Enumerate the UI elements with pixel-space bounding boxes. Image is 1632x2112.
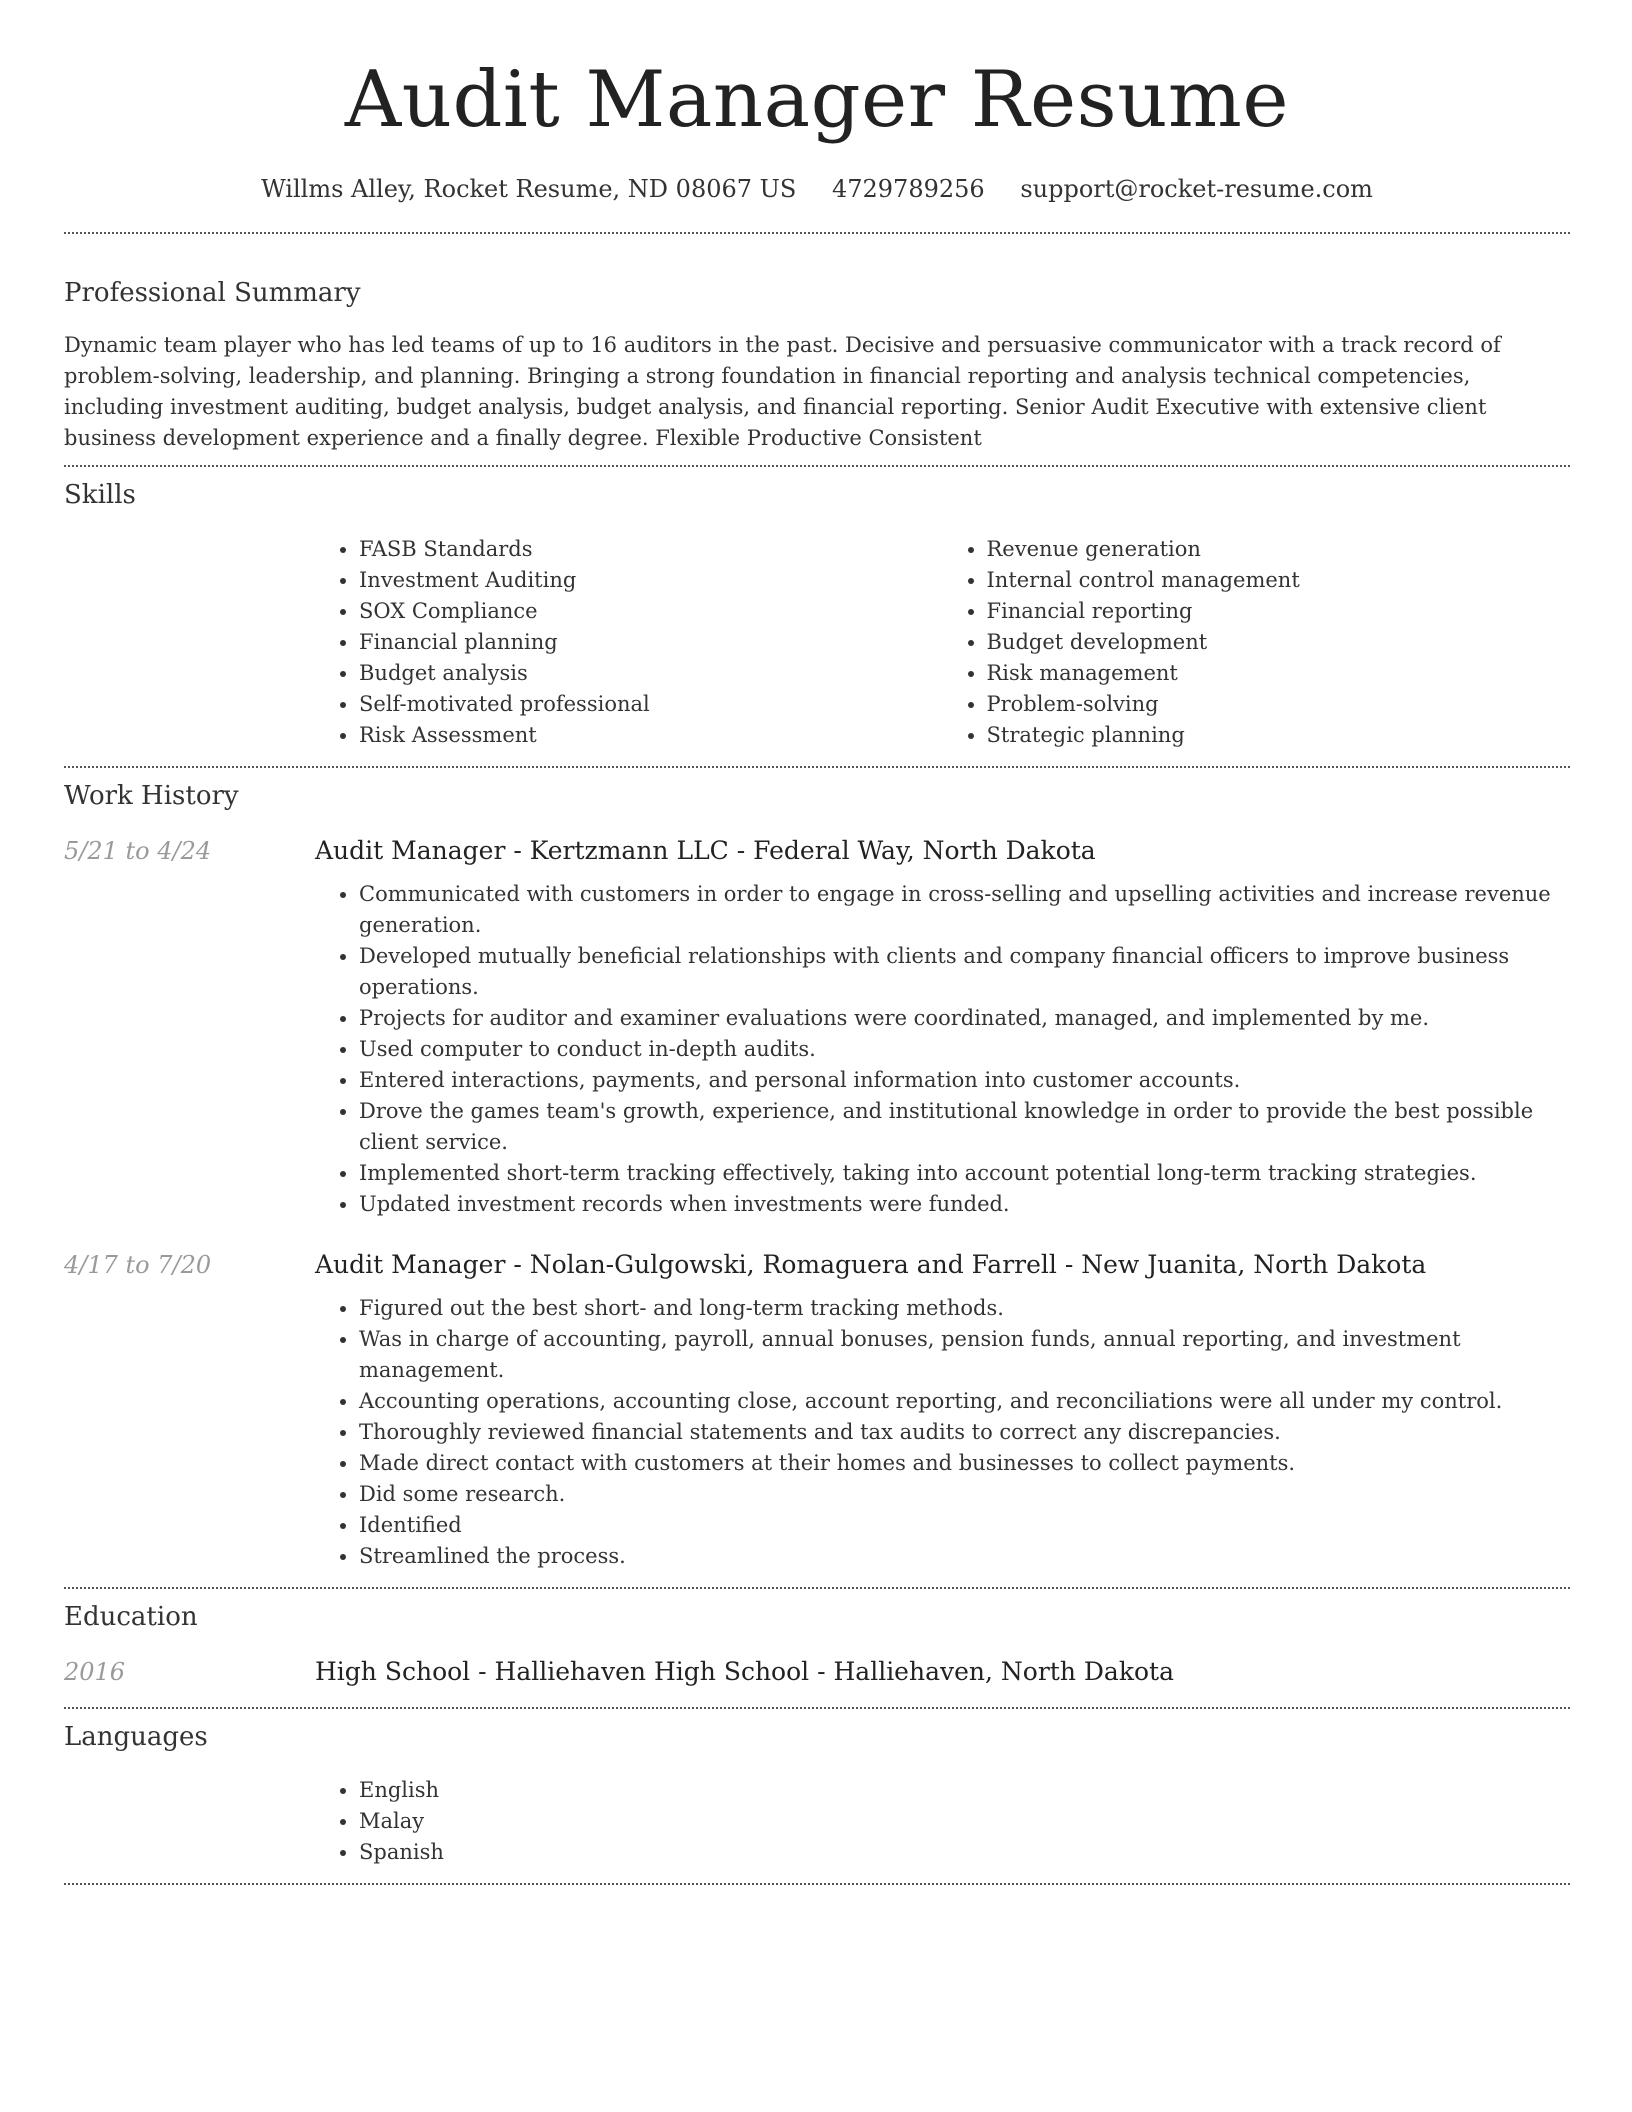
skill-item: • Budget development xyxy=(987,627,1571,658)
skill-item: • Strategic planning xyxy=(987,720,1571,751)
education-entry xyxy=(64,1655,1570,1689)
resume-page xyxy=(64,0,1570,1885)
skills-column-right xyxy=(943,534,1571,751)
job-bullet: • Thoroughly reviewed financial statements and tax audits to correct any discrepancies. xyxy=(359,1417,1570,1448)
skills-column-left xyxy=(315,534,943,751)
skill-item: • Risk Assessment xyxy=(359,720,943,751)
job-bullet: • Projects for auditor and examiner evaluations were coordinated, managed, and implemented by me. xyxy=(359,1003,1570,1034)
job-title: Audit Manager - Nolan-Gulgowski, Romaguera and Farrell - New Juanita, North Dakota xyxy=(315,1250,1427,1279)
job-header xyxy=(64,834,1570,868)
skill-item: • FASB Standards xyxy=(359,534,943,565)
job-bullet: • Identified xyxy=(359,1510,1570,1541)
job-header xyxy=(64,1248,1570,1282)
job-bullet: • Did some research. xyxy=(359,1479,1570,1510)
job-bullet: • Implemented short-term tracking effectively, taking into account potential long-term tracking strategies. xyxy=(359,1158,1570,1189)
contact-address: Willms Alley, Rocket Resume, ND 08067 US xyxy=(261,175,797,203)
job-title: Audit Manager - Kertzmann LLC - Federal Way, North Dakota xyxy=(315,836,1096,865)
job-bullets xyxy=(315,879,1570,1220)
language-item: • Malay xyxy=(359,1806,1570,1837)
job-bullet: • Figured out the best short- and long-term tracking methods. xyxy=(359,1293,1570,1324)
contact-line xyxy=(64,172,1570,206)
languages-list xyxy=(315,1775,1570,1868)
section-title-education: Education xyxy=(64,1602,198,1632)
job-bullet: • Drove the games team's growth, experience, and institutional knowledge in order to provide the best possible client service. xyxy=(359,1096,1570,1158)
education-year: 2016 xyxy=(64,1658,126,1686)
job-dates: 5/21 to 4/24 xyxy=(64,837,212,865)
skill-item: • SOX Compliance xyxy=(359,596,943,627)
job-bullet: • Accounting operations, accounting close, account reporting, and reconciliations were all under my control. xyxy=(359,1386,1570,1417)
job-bullet: • Updated investment records when investments were funded. xyxy=(359,1189,1570,1220)
summary-text: Dynamic team player who has led teams of up to 16 auditors in the past. Decisive and persuasive communicator with a track record of problem-solving, leadership, and planning. Bringing a strong foundation in financial reporting and analysis technical competencies, including investment auditing, budget analysis, budget analysis, and financial reporting. Senior Audit Executive with extensive client business development experience and a finally degree. Flexible Productive Consistent xyxy=(64,333,1501,450)
section-title-work-history: Work History xyxy=(64,781,239,811)
skill-item: • Budget analysis xyxy=(359,658,943,689)
skill-item: • Risk management xyxy=(987,658,1571,689)
resume-title: Audit Manager Resume xyxy=(344,55,1290,145)
skills-list xyxy=(315,534,1570,751)
skill-item: • Investment Auditing xyxy=(359,565,943,596)
skill-item: • Problem-solving xyxy=(987,689,1571,720)
job-bullet: • Was in charge of accounting, payroll, annual bonuses, pension funds, annual reporting, and investment management. xyxy=(359,1324,1570,1386)
contact-email: support@rocket-resume.com xyxy=(1020,175,1373,203)
divider xyxy=(64,1883,1570,1885)
skill-item: • Revenue generation xyxy=(987,534,1571,565)
education-title: High School - Halliehaven High School - Halliehaven, North Dakota xyxy=(315,1657,1174,1686)
skill-item: • Financial reporting xyxy=(987,596,1571,627)
language-item: • English xyxy=(359,1775,1570,1806)
skill-item: • Financial planning xyxy=(359,627,943,658)
job-bullet: • Used computer to conduct in-depth audits. xyxy=(359,1034,1570,1065)
job-bullet: • Streamlined the process. xyxy=(359,1541,1570,1572)
job-bullet: • Entered interactions, payments, and personal information into customer accounts. xyxy=(359,1065,1570,1096)
section-title-languages: Languages xyxy=(64,1722,208,1752)
job-bullets xyxy=(315,1293,1570,1572)
job-bullet: • Made direct contact with customers at their homes and businesses to collect payments. xyxy=(359,1448,1570,1479)
job-bullet: • Communicated with customers in order to engage in cross-selling and upselling activities and increase revenue generation. xyxy=(359,879,1570,941)
job-bullet: • Developed mutually beneficial relationships with clients and company financial officers to improve business operations. xyxy=(359,941,1570,1003)
section-title-summary: Professional Summary xyxy=(64,278,361,308)
language-item: • Spanish xyxy=(359,1837,1570,1868)
contact-phone: 4729789256 xyxy=(831,175,985,203)
skill-item: • Self-motivated professional xyxy=(359,689,943,720)
skill-item: • Internal control management xyxy=(987,565,1571,596)
section-title-skills: Skills xyxy=(64,480,136,510)
job-dates: 4/17 to 7/20 xyxy=(64,1251,212,1279)
